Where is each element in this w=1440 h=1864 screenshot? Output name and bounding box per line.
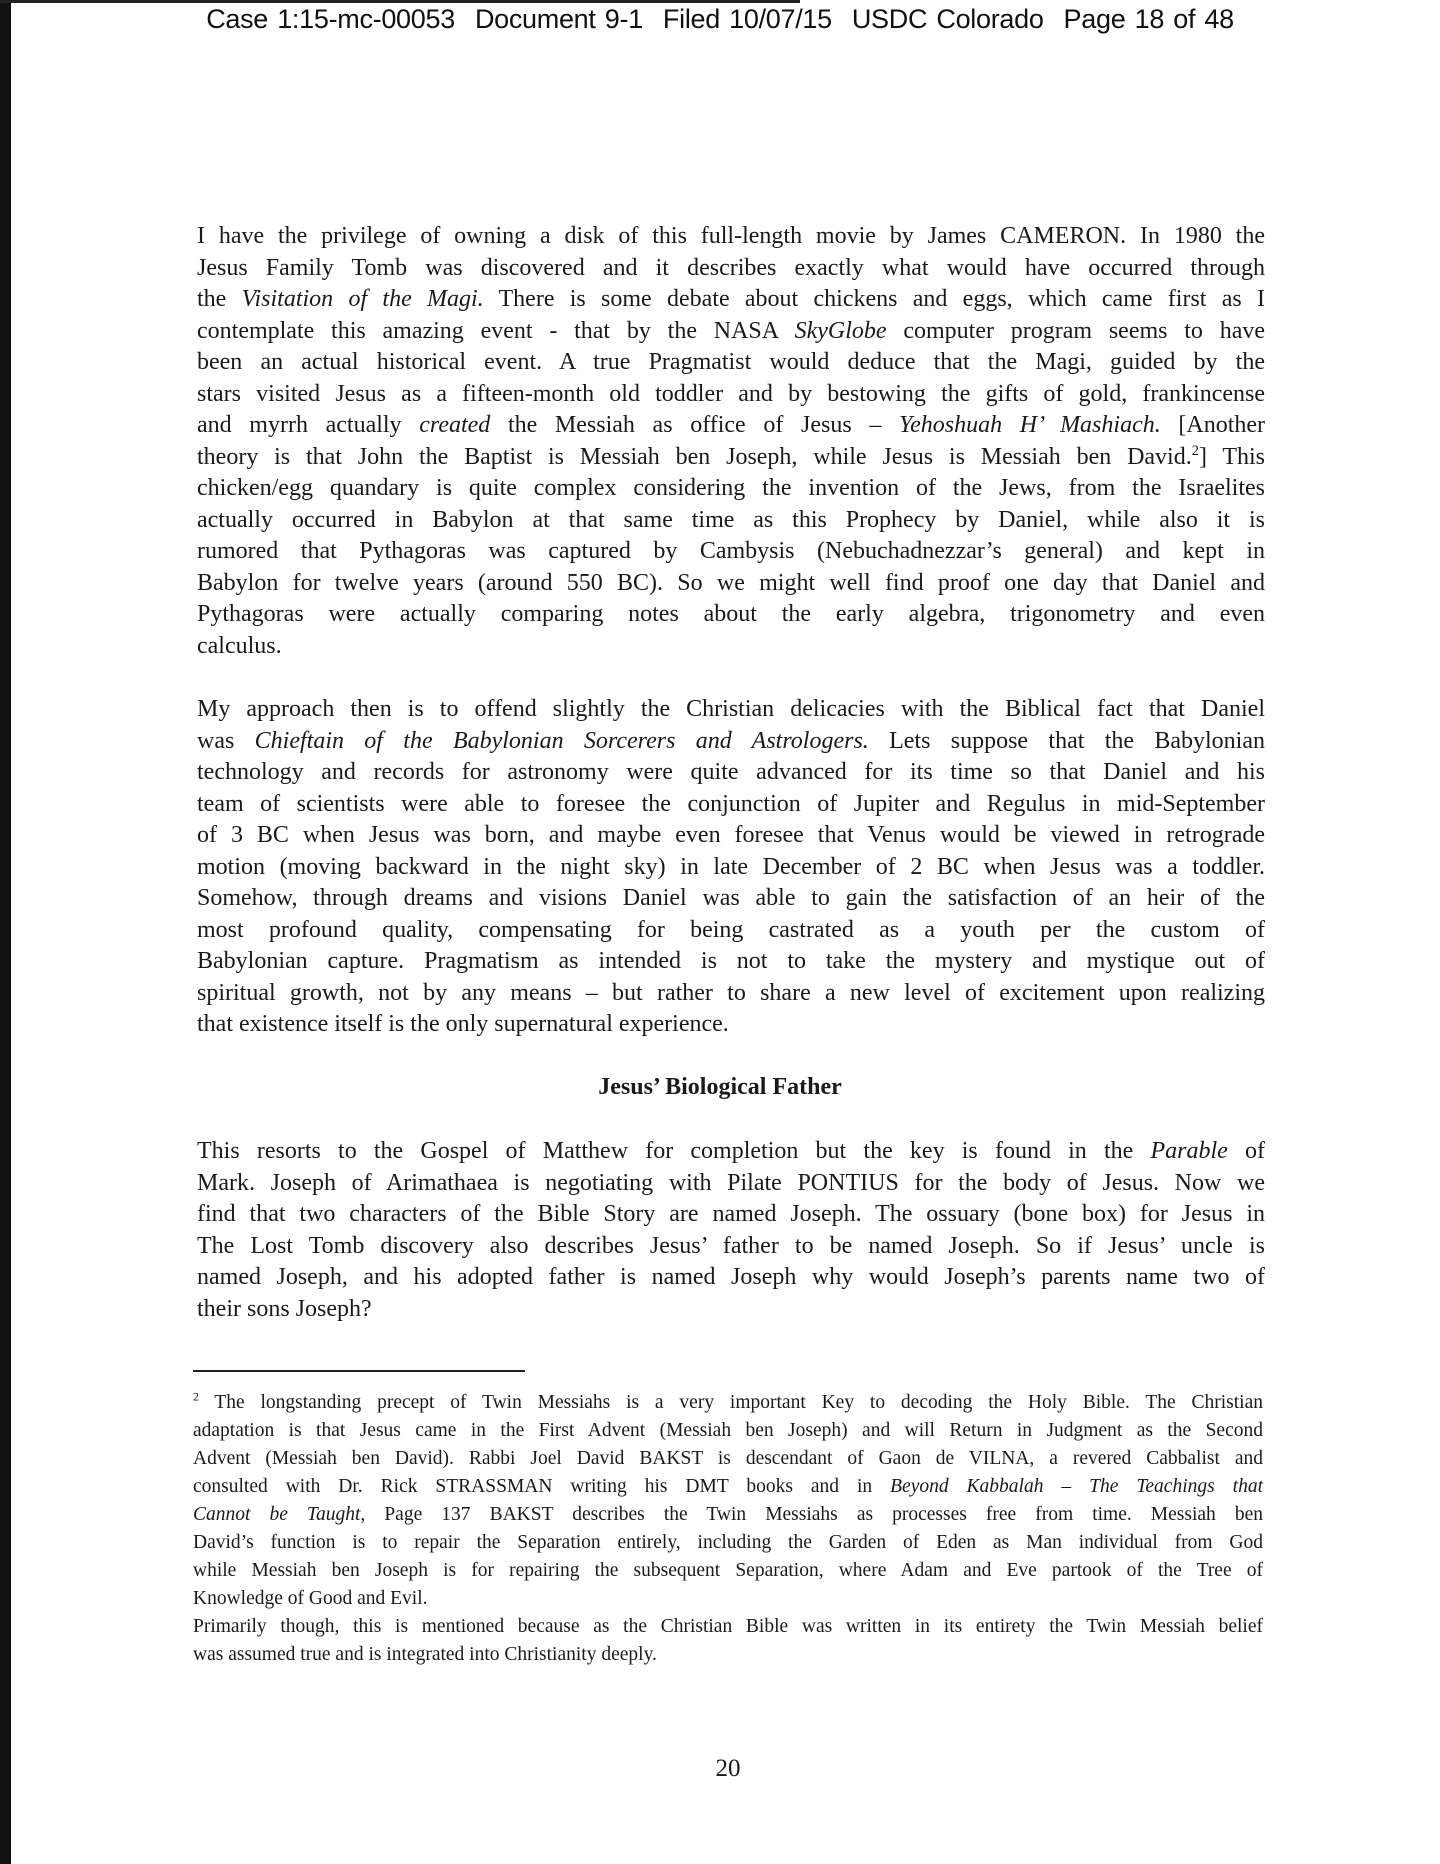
text-line [193, 1529, 1263, 1557]
text-line [193, 1557, 1263, 1585]
case-number: Case 1:15-mc-00053 [206, 4, 455, 34]
text-run: was [197, 727, 255, 754]
text-run: actually occurred in Babylon at that same time as this Prophecy by Daniel, while also it is [197, 506, 1265, 533]
text-line [197, 820, 1265, 852]
text-run: computer program seems to have [886, 317, 1266, 344]
footnote-marker: 2 [1191, 442, 1199, 459]
text-line [197, 379, 1265, 411]
italic-text: Beyond Kabbalah – The Teachings that [890, 1476, 1263, 1497]
text-line [197, 253, 1265, 285]
text-run: rumored that Pythagoras was captured by Cambysis (Nebuchadnezzar’s general) and kept in [197, 538, 1265, 564]
text-run: theory is that John the Baptist is Messiah ben Joseph, while Jesus is Messiah ben David. [197, 443, 1192, 470]
text-run: consulted with Dr. Rick STRASSMAN writing his DMT books and in [193, 1476, 891, 1497]
text-run: Jesus Family Tomb was discovered and it describes exactly what would have occurred through [197, 254, 1265, 281]
italic-text: SkyGlobe [794, 317, 887, 344]
text-run: spiritual growth, not by any means – but rather to share a new level of excitement upon realizing [197, 979, 1265, 1006]
court-name: USDC Colorado [851, 4, 1044, 34]
text-line [197, 473, 1265, 505]
text-line [197, 284, 1265, 316]
text-run: the Messiah as office of Jesus – [490, 412, 899, 438]
text-run: team of scientists were able to foresee the conjunction of Jupiter and Regulus in mid-September [197, 790, 1265, 817]
text-run: most profound quality, compensating for being castrated as a youth per the custom of [197, 916, 1265, 943]
text-run: that existence itself is the only supernatural experience. [197, 1011, 729, 1037]
document-number: Document 9-1 [474, 4, 643, 34]
text-run: Mark. Joseph of Arimathaea is negotiating with Pilate PONTIUS for the body of Jesus. Now we [197, 1169, 1265, 1196]
text-line [197, 1262, 1265, 1294]
text-run: motion (moving backward in the night sky) in late December of 2 BC when Jesus was a toddler. [197, 853, 1265, 880]
text-run: their sons Joseph? [197, 1295, 372, 1322]
italic-text: Cannot be Taught [193, 1504, 361, 1525]
text-run: Primarily though, this is mentioned because as the Christian Bible was written in its entirety the Twin Messiah belief [193, 1616, 1263, 1637]
body-paragraph-3 [197, 1136, 1265, 1325]
footnote-2 [193, 1389, 1263, 1613]
text-run: adaptation is that Jesus came in the First Advent (Messiah ben Joseph) and will Return in Judgment as the Second [193, 1420, 1263, 1441]
text-run: contemplate this amazing event - that by the NASA [197, 317, 795, 344]
text-run: technology and records for astronomy were quite advanced for its time so that Daniel and his [197, 759, 1265, 785]
text-run: was assumed true and is integrated into Christianity deeply. [193, 1644, 657, 1665]
scan-top-line [0, 0, 800, 3]
text-line [197, 978, 1265, 1010]
text-line [197, 631, 1265, 663]
text-run: calculus. [197, 632, 282, 659]
text-run: David’s function is to repair the Separation entirely, including the Garden of Eden as Man individual from God [193, 1532, 1263, 1553]
text-line [197, 1136, 1265, 1168]
text-run: This resorts to the Gospel of Matthew for completion but the key is found in the [197, 1138, 1151, 1164]
footnote-continuation [193, 1613, 1263, 1669]
page-of-total: Page 18 of 48 [1063, 4, 1234, 34]
italic-text: created [419, 412, 491, 438]
text-line [197, 1199, 1265, 1231]
text-run: The longstanding precept of Twin Messiahs is a very important Key to decoding the Holy Bible. The Christian [198, 1392, 1263, 1413]
text-line [197, 442, 1265, 474]
text-line [197, 789, 1265, 821]
text-line [197, 221, 1265, 253]
text-line [197, 1294, 1265, 1326]
text-run: chicken/egg quandary is quite complex considering the invention of the Jews, from the Israelites [197, 475, 1265, 501]
text-run: Babylonian capture. Pragmatism as intended is not to take the mystery and mystique out of [197, 948, 1265, 974]
text-line [193, 1389, 1263, 1417]
text-line [197, 568, 1265, 600]
scan-edge-bar [0, 0, 11, 1864]
text-line [193, 1585, 1263, 1613]
text-run: and myrrh actually [197, 412, 420, 438]
text-line [197, 1168, 1265, 1200]
footnote-marker: 2 [193, 1390, 199, 1404]
text-run: Somehow, through dreams and visions Daniel was able to gain the satisfaction of an heir of the [197, 885, 1265, 911]
text-run: I have the privilege of owning a disk of this full-length movie by James CAMERON. In 1980 the [197, 223, 1265, 249]
text-line [197, 726, 1265, 758]
italic-text: Parable [1150, 1138, 1228, 1164]
text-line [197, 347, 1265, 379]
text-line [197, 1231, 1265, 1263]
text-run: The Lost Tomb discovery also describes Jesus’ father to be named Joseph. So if Jesus’ uncle is [197, 1232, 1265, 1259]
section-heading: Jesus’ Biological Father [598, 1074, 842, 1100]
text-run: while Messiah ben Joseph is for repairing the subsequent Separation, where Adam and Eve partook of the Tree of [193, 1560, 1263, 1581]
body-paragraph-2 [197, 694, 1265, 1041]
text-line [193, 1445, 1263, 1473]
text-run: of [1227, 1138, 1265, 1164]
text-run: of 3 BC when Jesus was born, and maybe even foresee that Venus would be viewed in retrograde [197, 822, 1265, 848]
text-line [197, 915, 1265, 947]
text-run: Knowledge of Good and Evil. [193, 1588, 428, 1609]
italic-text: Visitation of the Magi. [241, 286, 484, 312]
filed-date: Filed 10/07/15 [662, 4, 832, 34]
text-run: There is some debate about chickens and eggs, which came first as I [483, 286, 1265, 312]
page-number: 20 [715, 1755, 741, 1782]
text-line [197, 316, 1265, 348]
text-run: Babylon for twelve years (around 550 BC). So we might well find proof one day that Daniel and [197, 569, 1265, 596]
text-line [193, 1501, 1263, 1529]
text-run: Advent (Messiah ben David). Rabbi Joel David BAKST is descendant of Gaon de VILNA, a revered Cabbalist and [193, 1448, 1263, 1469]
text-run: been an actual historical event. A true Pragmatist would deduce that the Magi, guided by the [197, 349, 1265, 375]
text-line [193, 1641, 1263, 1669]
text-line [197, 946, 1265, 978]
text-run: ] This [1198, 443, 1265, 470]
text-run: Pythagoras were actually comparing notes about the early algebra, trigonometry and even [197, 601, 1265, 627]
text-line [193, 1473, 1263, 1501]
text-run: the [197, 286, 242, 312]
text-line [197, 599, 1265, 631]
court-filing-header [0, 4, 1440, 35]
text-run: [Another [1160, 412, 1266, 438]
text-run: named Joseph, and his adopted father is named Joseph why would Joseph’s parents name two of [197, 1264, 1265, 1290]
text-run: , Page 137 BAKST describes the Twin Messiahs as processes free from time. Messiah ben [360, 1504, 1263, 1525]
text-line [193, 1417, 1263, 1445]
text-line [197, 757, 1265, 789]
text-run: My approach then is to offend slightly the Christian delicacies with the Biblical fact that Daniel [197, 696, 1265, 722]
text-run: Lets suppose that the Babylonian [868, 727, 1266, 754]
footnote-separator [193, 1370, 525, 1372]
text-line [193, 1613, 1263, 1641]
italic-text: Yehoshuah H’ Mashiach. [898, 412, 1161, 438]
text-line [197, 852, 1265, 884]
text-line [197, 536, 1265, 568]
text-run: find that two characters of the Bible Story are named Joseph. The ossuary (bone box) for Jesus in [197, 1201, 1265, 1227]
text-run: stars visited Jesus as a fifteen-month old toddler and by bestowing the gifts of gold, frankincense [197, 380, 1265, 407]
text-line [197, 694, 1265, 726]
italic-text: Chieftain of the Babylonian Sorcerers and Astrologers. [254, 727, 869, 754]
body-paragraph-1 [197, 221, 1265, 662]
text-line [197, 883, 1265, 915]
text-line [197, 1009, 1265, 1041]
text-line [197, 505, 1265, 537]
text-line [197, 410, 1265, 442]
